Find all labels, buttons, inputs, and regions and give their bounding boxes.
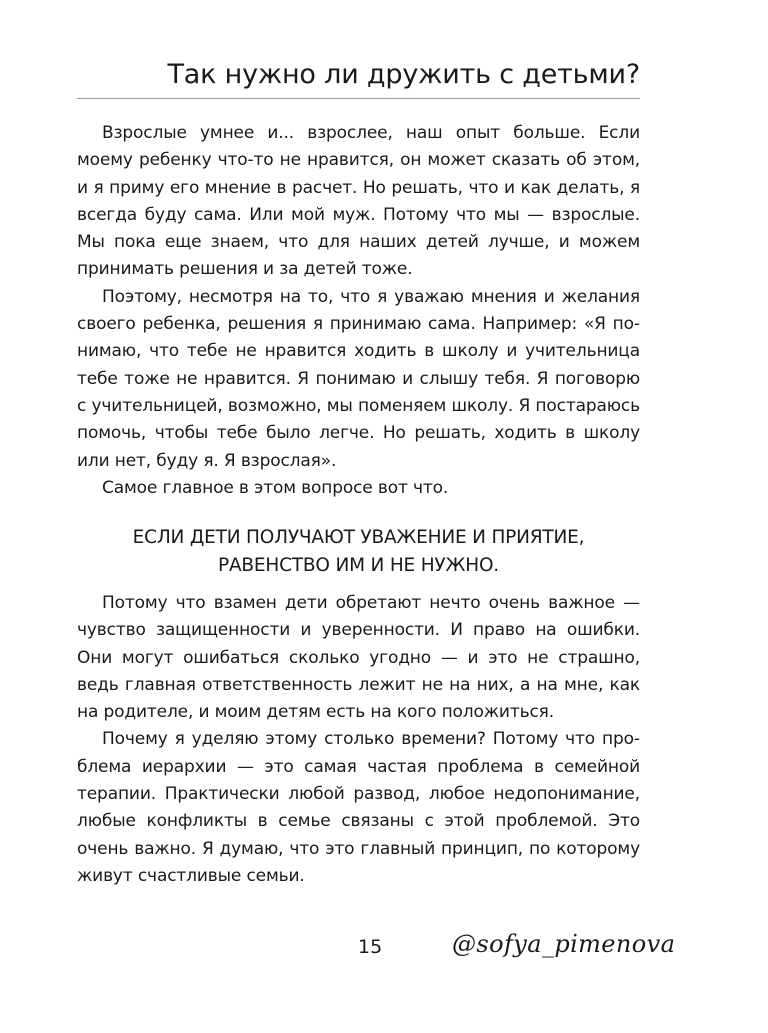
emphasis-statement	[77, 524, 640, 580]
chapter-title: Так нужно ли дружить с детьми?	[167, 59, 640, 90]
paragraph: Почему я уделяю этому столько времени? Потому что проблема иерархии — это самая частая проблема в семейной терапии. Практически любой развод, любое недопонимание, любые конфликты в семье связаны с этой проблемой. Это очень важно. Я думаю, что это главный принцип, по которому живут счастливые семьи.	[77, 729, 640, 886]
paragraph: Самое главное в этом вопросе вот что.	[102, 477, 449, 498]
paragraph: Поэтому, несмотря на то, что я уважаю мнения и желания своего ребенка, решения я принимаю сама. Например: «Я понимаю, что тебе не нравится ходить в школу и учительница тебе тоже не нравится. Я понимаю и слышу тебя. Я поговорю с учительницей, возможно, мы поменяем школу. Я постараюсь помочь, чтобы тебе было легче. Но решать, ходить в школу или нет, буду я. Я взрослая».	[77, 286, 640, 471]
author-signature: @sofya_pimenova	[452, 930, 676, 958]
body-text-top	[77, 120, 640, 502]
paragraph: Потому что взамен дети обретают нечто очень важное — чувство защищенности и уверенности. И право на ошибки. Они могут ошибаться сколько угодно — и это не страшно, ведь главная ответственность лежит не на них, а на мне, как на родителе, и моим детям есть на кого положиться.	[77, 593, 640, 723]
body-text-bottom	[77, 590, 640, 890]
page-number: 15	[358, 936, 383, 958]
emphasis-line-1: ЕСЛИ ДЕТИ ПОЛУЧАЮТ УВАЖЕНИЕ И ПРИЯТИЕ,	[132, 527, 585, 548]
page-header	[77, 58, 640, 99]
paragraph: Взрослые умнее и... взрослее, наш опыт больше. Если моему ребенку что-то не нравится, он может сказать об этом, и я приму его мнение в расчет. Но решать, что и как делать, я всегда буду сама. Или мой муж. Потому что мы — взрослые. Мы пока еще знаем, что для наших детей лучше, и можем принимать решения и за детей тоже.	[77, 123, 640, 280]
emphasis-line-2: РАВЕНСТВО ИМ И НЕ НУЖНО.	[217, 555, 499, 576]
